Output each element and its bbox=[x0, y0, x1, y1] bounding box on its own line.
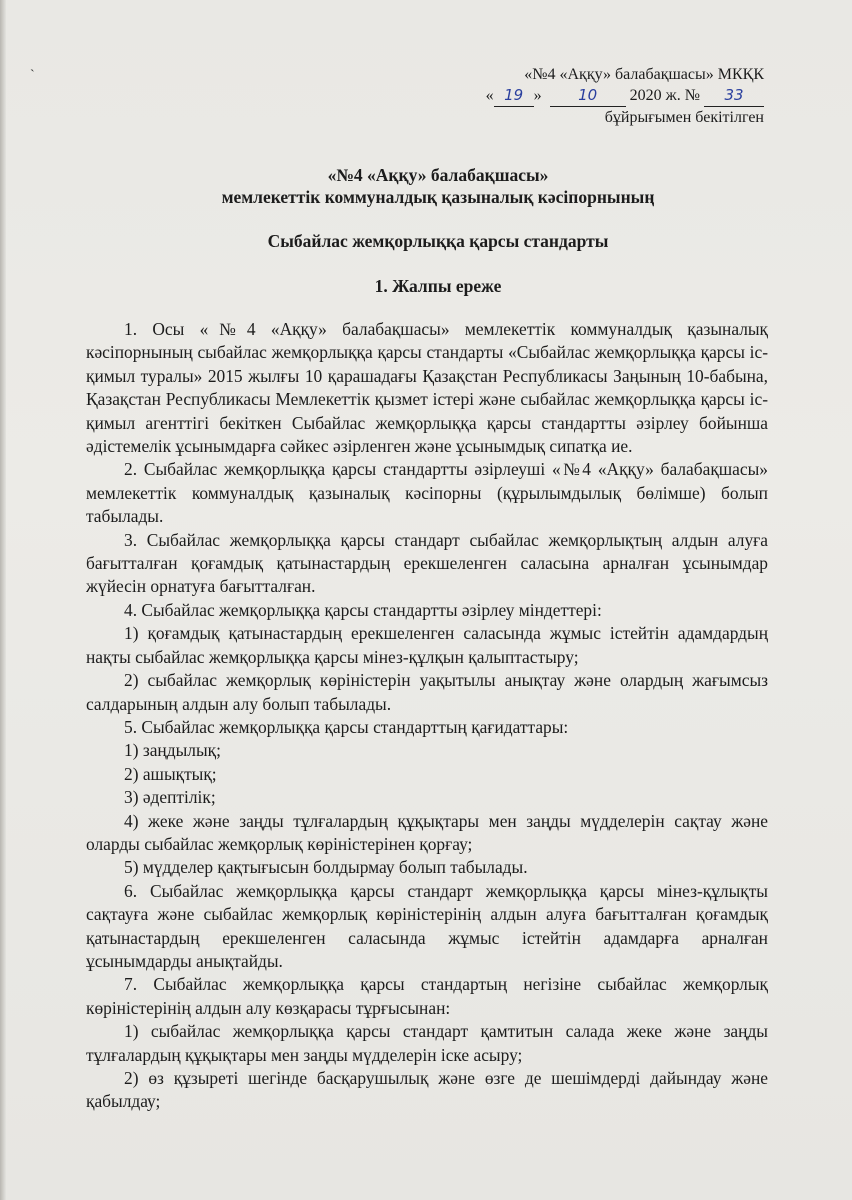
quote-open: « bbox=[485, 87, 494, 104]
page-edge-shadow bbox=[0, 0, 6, 1200]
list-item: 3) әдептілік; bbox=[124, 787, 216, 808]
list-item: 1) қоғамдық қатынастардың ерекшеленген саласында жұмыс істейтін адамдардың нақты сыбайлас жемқорлыққа қарсы мінез-құлқын қалыптастыру; bbox=[86, 623, 768, 667]
section-heading: 1. Жалпы ереже bbox=[374, 276, 502, 296]
list-item: 2) ашықтық; bbox=[124, 763, 217, 784]
paragraph: 5. Сыбайлас жемқорлыққа қарсы стандарттың қағидаттары: bbox=[124, 716, 569, 737]
approval-date-line bbox=[444, 85, 764, 107]
paragraph: 2. Сыбайлас жемқорлыққа қарсы стандартты әзірлеуші «№4 «Аққу» балабақшасы» мемлекеттік коммуналдық қазыналық кәсіпорны (құрылымдылық бөлімше) болып табылады. bbox=[86, 459, 768, 527]
approval-stamp-block bbox=[444, 64, 764, 128]
paragraph: 1. Осы «№4 «Аққу» балабақшасы» мемлекеттік коммуналдық қазыналық кәсіпорнының сыбайлас жемқорлыққа қарсы стандарты «Сыбайлас жемқорлыққа қарсы іс-қимыл туралы» 2015 жылғы 10 қарашадағы Қазақстан Республикасы Заңының 10-бабына, Қазақстан Республикасы Мемлекеттік қызмет істері және сыбайлас жемқорлыққа қарсы іс-қимыл агенттігі бекіткен Сыбайлас жемқорлыққа қарсы стандартты әзірлеу бойынша әдістемелік ұсынымдарға сәйкес әзірленген және ұсынымдық сипатқа ие. bbox=[86, 319, 768, 457]
approval-year: 2020 ж. № bbox=[629, 87, 700, 104]
handwritten-day: 19 bbox=[494, 85, 534, 107]
list-item: 2) өз құзыреті шегінде басқарушылық және өзге де шешімдерді дайындау және қабылдау; bbox=[86, 1068, 768, 1112]
corner-mark: ` bbox=[30, 68, 35, 83]
document-title bbox=[118, 164, 758, 208]
handwritten-order-number: 33 bbox=[704, 85, 764, 107]
document-body bbox=[86, 318, 768, 1114]
title-line-2: мемлекеттік коммуналдық қазыналық кәсіпорнының bbox=[221, 187, 655, 207]
handwritten-month: 10 bbox=[550, 85, 626, 107]
paragraph: 6. Сыбайлас жемқорлыққа қарсы стандарт жемқорлыққа қарсы мінез-құлықты сақтауға және сыбайлас жемқорлық көріністерінің алдын алуға бағытталған қоғамдық қатынастардың ерекшеленген саласында жұмыс істейтін адамдарға арналған ұсынымдарды анықтайды. bbox=[86, 880, 768, 971]
list-item: 1) заңдылық; bbox=[124, 740, 221, 761]
approval-org: «№4 «Аққу» балабақшасы» МКҚК bbox=[524, 66, 764, 83]
list-item: 1) сыбайлас жемқорлыққа қарсы стандарт қамтитын салада жеке және заңды тұлғалардың құқықтары мен заңды мүдделерін іске асыру; bbox=[86, 1021, 768, 1065]
paragraph: 3. Сыбайлас жемқорлыққа қарсы стандарт сыбайлас жемқорлықтың алдын алуға бағытталған қоғамдық қатынастардың ерекшеленген саласына арналған ұсынымдар жүйесін орнатуға бағытталған. bbox=[86, 529, 768, 597]
list-item: 4) жеке және заңды тұлғалардың құқықтары мен заңды мүдделерін сақтау және оларды сыбайлас жемқорлық көріністерінен қорғау; bbox=[86, 810, 768, 854]
paragraph: 4. Сыбайлас жемқорлыққа қарсы стандартты әзірлеу міндеттері: bbox=[124, 599, 602, 620]
paragraph: 7. Сыбайлас жемқорлыққа қарсы стандартың негізіне сыбайлас жемқорлық көріністерінің алдын алу көзқарасы тұрғысынан: bbox=[86, 974, 768, 1018]
list-item: 5) мүдделер қақтығысын болдырмау болып табылады. bbox=[124, 857, 528, 878]
document-subtitle: Сыбайлас жемқорлыққа қарсы стандарты bbox=[267, 231, 609, 251]
list-item: 2) сыбайлас жемқорлық көріністерін уақытылы анықтау және олардың жағымсыз салдарының алдын алу болып табылады. bbox=[86, 670, 768, 714]
title-line-1: «№4 «Аққу» балабақшасы» bbox=[327, 165, 549, 185]
quote-close: » bbox=[533, 87, 542, 104]
approval-approved-by: бұйрығымен бекітілген bbox=[604, 109, 764, 126]
